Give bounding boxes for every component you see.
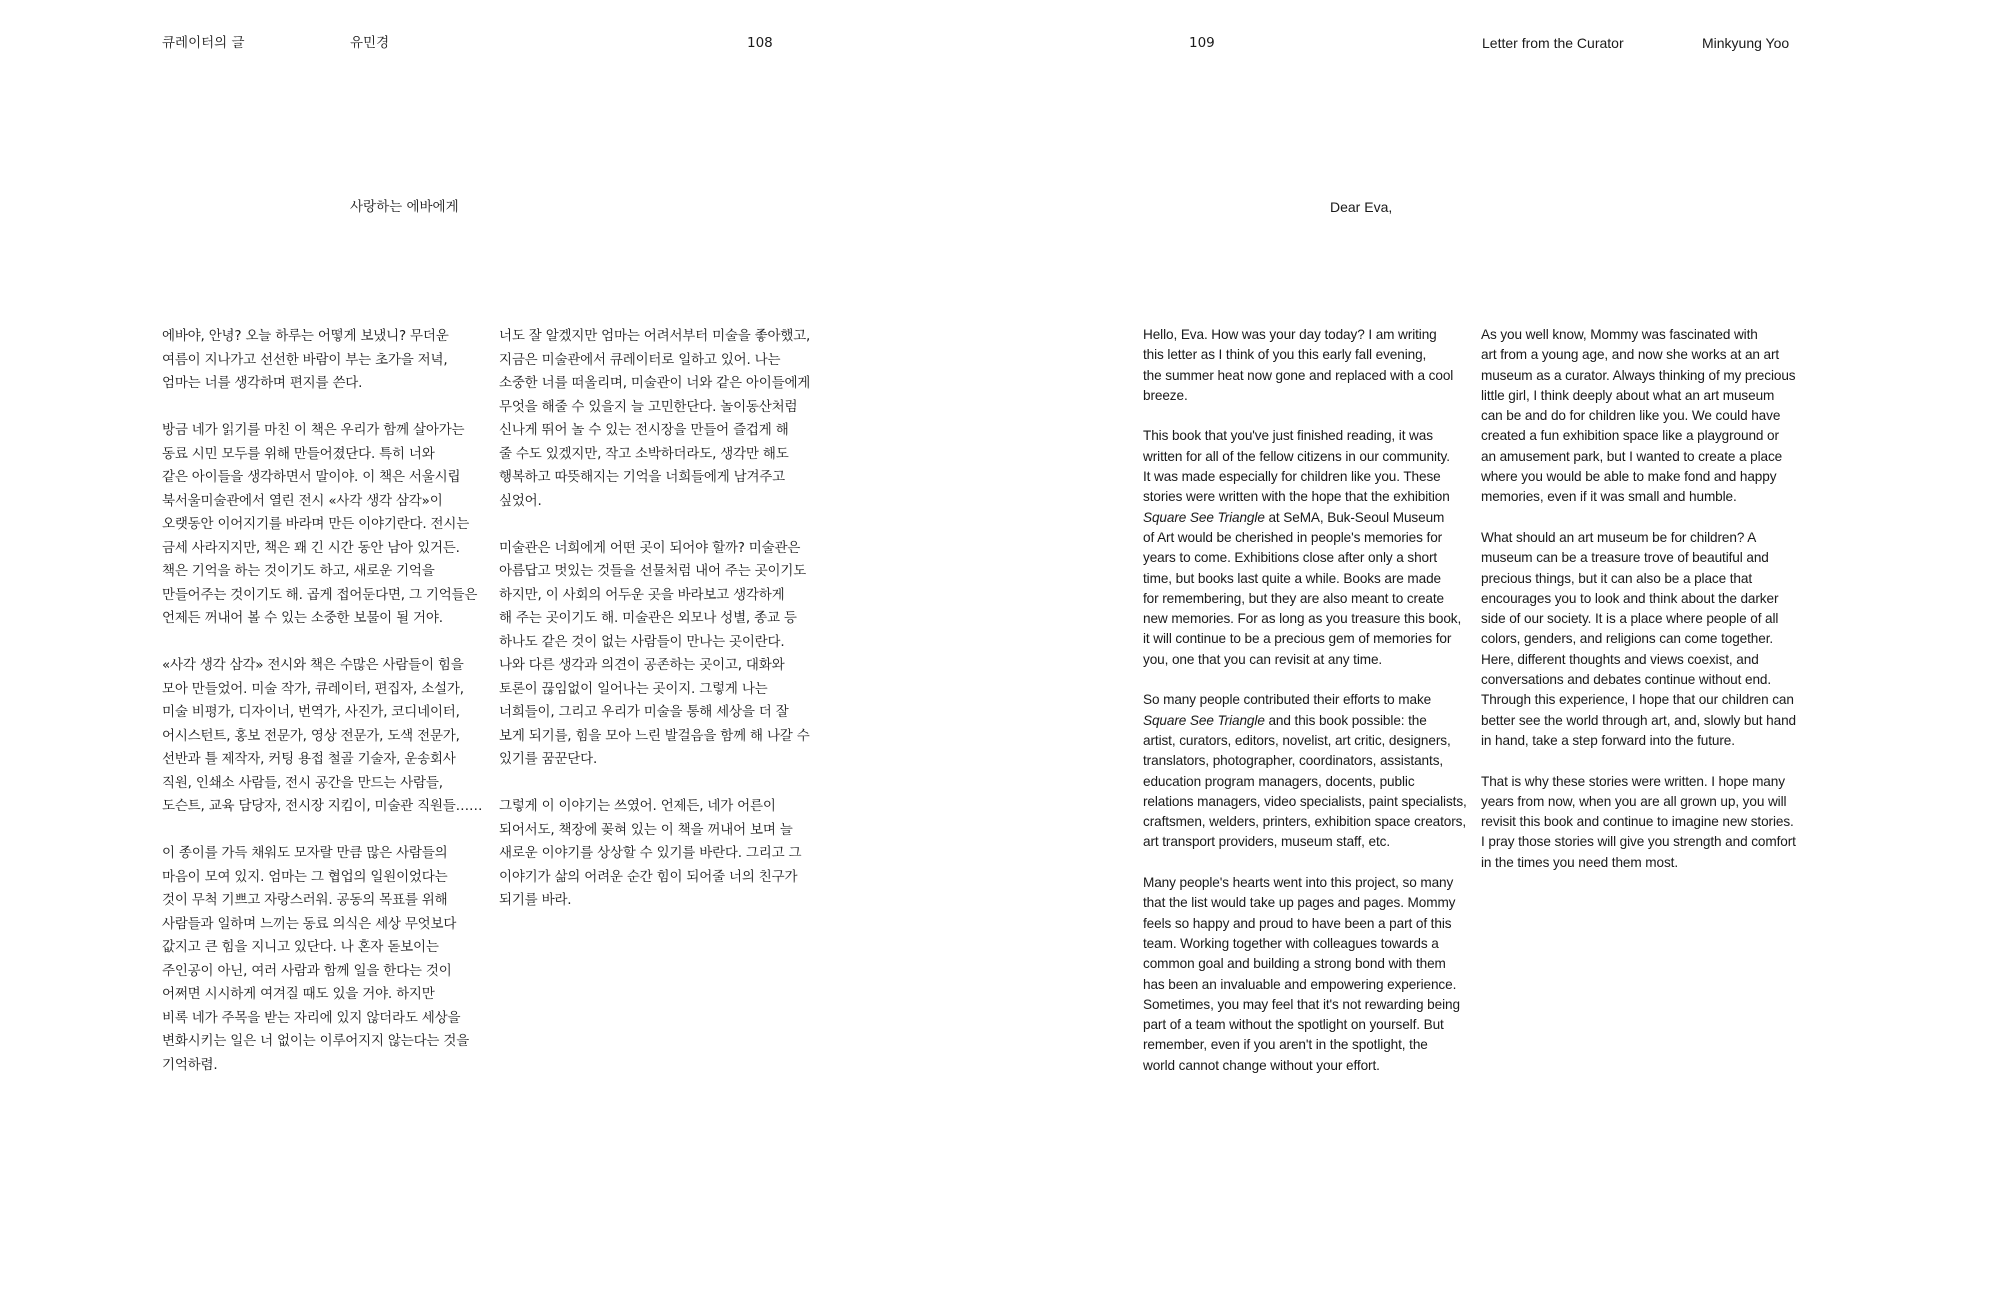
text-line: 신나게 뛰어 놀 수 있는 전시장을 만들어 즐겁게 해 (499, 422, 789, 438)
text-segment: part of a team without the spotlight on yourself. But (1143, 1017, 1444, 1033)
text-line: 너도 잘 알겠지만 엄마는 어려서부터 미술을 좋아했고, (499, 328, 811, 344)
text-segment: relations managers, video specialists, paint specialists, (1143, 793, 1467, 809)
text-line: 것이 무척 기쁘고 자랑스러워. 공동의 목표를 위해 (162, 892, 448, 908)
text-line: 기억하렴. (162, 1056, 218, 1073)
text-line (1481, 690, 1806, 710)
text-segment: museum can be a treasure trove of beautiful and (1481, 550, 1769, 566)
running-header-section: Letter from the Curator (1482, 35, 1624, 51)
text-line: 어시스턴트, 홍보 전문가, 영상 전문가, 도색 전문가, (162, 727, 460, 744)
text-line (1481, 832, 1806, 852)
page-number: 109 (1189, 35, 1215, 51)
text-line: 되어서도, 책장에 꽂혀 있는 이 책을 꺼내어 보며 늘 (499, 821, 793, 838)
text-line: 변화시키는 일은 너 없이는 이루어지지 않는다는 것을 (162, 1033, 470, 1049)
text-line: 값지고 큰 힘을 지니고 있단다. 나 혼자 돋보이는 (162, 939, 439, 955)
text-segment: Hello, Eva. How was your day today? I am writing (1143, 327, 1437, 342)
text-segment: precious things, but it can also be a place that (1481, 570, 1753, 586)
text-segment: translators, photographer, coordinators, assistants, (1143, 753, 1444, 769)
text-line (1143, 426, 1468, 446)
text-line (1481, 366, 1806, 386)
text-line (1143, 995, 1468, 1015)
text-segment: Sometimes, you may feel that it's not rewarding being (1143, 996, 1460, 1012)
text-segment: It was made especially for children like you. These (1143, 469, 1441, 485)
salutation: Dear Eva, (1330, 199, 1393, 215)
text-line (1143, 487, 1468, 507)
paragraph (499, 325, 829, 513)
text-segment: What should an art museum be for children? A (1481, 529, 1757, 545)
text-line (1481, 629, 1806, 649)
text-line: 북서울미술관에서 열린 전시 «사각 생각 삼각»이 (162, 492, 443, 509)
text-segment: that the list would take up pages and pages. Mommy (1143, 895, 1456, 911)
text-line: 줄 수도 있겠지만, 작고 소박하더라도, 생각만 해도 (499, 445, 789, 462)
text-line (1143, 812, 1468, 832)
text-line (1143, 873, 1468, 893)
text-line: 책은 기억을 하는 것이기도 하고, 새로운 기억을 (162, 563, 435, 579)
text-line (1481, 609, 1806, 629)
text-line: 미술 비평가, 디자이너, 번역가, 사진가, 코디네이터, (162, 704, 460, 720)
text-line (1143, 325, 1468, 345)
text-line (1481, 853, 1806, 873)
text-segment: colors, genders, and religions can come together. (1481, 631, 1774, 647)
text-line (1143, 366, 1468, 386)
text-line: 이야기가 삶의 어려운 순간 힘이 되어줄 너의 친구가 (499, 868, 798, 885)
text-segment: That is why these stories were written. I hope many (1481, 773, 1785, 789)
paragraph (162, 842, 492, 1077)
text-line (1481, 650, 1806, 670)
text-segment: breeze. (1143, 387, 1188, 403)
text-line: 언제든 꺼내어 볼 수 있는 소중한 보물이 될 거야. (162, 610, 443, 626)
body-column-2 (1481, 325, 1806, 893)
text-segment: As you well know, Mommy was fascinated with (1481, 327, 1758, 342)
text-line (1143, 1015, 1468, 1035)
text-line: 방금 네가 읽기를 마친 이 책은 우리가 함께 살아가는 (162, 422, 465, 438)
text-line: 지금은 미술관에서 큐레이터로 일하고 있어. 나는 (499, 351, 781, 368)
text-line (1481, 426, 1806, 446)
running-header-author: Minkyung Yoo (1702, 35, 1790, 51)
text-line (1481, 569, 1806, 589)
text-line: 너희들이, 그리고 우리가 미술을 통해 세상을 더 잘 (499, 704, 789, 720)
text-segment: museum as a curator. Always thinking of my precious (1481, 367, 1796, 383)
text-line: 나와 다른 생각과 의견이 공존하는 곳이고, 대화와 (499, 657, 785, 673)
text-line (1143, 772, 1468, 792)
text-line: 하나도 같은 것이 없는 사람들이 만나는 곳이란다. (499, 633, 785, 650)
text-line: 선반과 틀 제작자, 커팅 용접 철골 기술자, 운송회사 (162, 751, 456, 767)
text-line (1143, 792, 1468, 812)
text-segment: where you would be able to make fond and happy (1481, 469, 1777, 485)
exhibition-title: Square See Triangle (1143, 509, 1265, 525)
text-line (1143, 751, 1468, 771)
right-page (1000, 0, 2000, 1310)
text-line (1143, 548, 1468, 568)
text-line (1481, 670, 1806, 690)
text-line: 하지만, 이 사회의 어두운 곳을 바라보고 생각하게 (499, 586, 785, 603)
text-segment: education program managers, docents, public (1143, 773, 1415, 789)
paragraph (1143, 426, 1468, 670)
text-line: 그렇게 이 이야기는 쓰였어. 언제든, 네가 어른이 (499, 798, 776, 814)
text-line (1143, 711, 1468, 731)
text-line: 사람들과 일하며 느끼는 동료 의식은 세상 무엇보다 (162, 915, 457, 932)
text-line (1481, 345, 1806, 365)
text-segment: remember, even if you aren't in the spotlight, the (1143, 1037, 1428, 1053)
text-line: 있기를 꿈꾼단다. (499, 751, 598, 767)
text-line (1143, 934, 1468, 954)
text-line (1481, 772, 1806, 792)
text-segment: written for all of the fellow citizens in our community. (1143, 448, 1450, 464)
text-line (1143, 569, 1468, 589)
paragraph (162, 654, 492, 819)
text-segment: team. Working together with colleagues towards a (1143, 935, 1439, 951)
text-line (1143, 690, 1468, 710)
text-line (1143, 609, 1468, 629)
text-segment: time, but books last quite a while. Books are made (1143, 570, 1441, 586)
text-line (1143, 345, 1468, 365)
text-line (1143, 386, 1468, 406)
text-line (1481, 548, 1806, 568)
text-line (1481, 528, 1806, 548)
text-line: 직원, 인쇄소 사람들, 전시 공간을 만드는 사람들, (162, 774, 443, 791)
text-segment: memories, even if it was small and humble. (1481, 489, 1737, 505)
text-line (1481, 812, 1806, 832)
text-line (1481, 447, 1806, 467)
text-segment: I pray those stories will give you strength and comfort (1481, 834, 1796, 850)
page-number: 108 (747, 35, 773, 51)
text-segment: craftsmen, welders, printers, exhibition space creators, (1143, 814, 1467, 830)
text-line (1481, 711, 1806, 731)
text-line: 비록 네가 주목을 받는 자리에 있지 않더라도 세상을 (162, 1009, 461, 1026)
text-segment: little girl, I think deeply about what an art museum (1481, 387, 1775, 403)
paragraph (1481, 772, 1806, 873)
text-segment: at SeMA, Buk-Seoul Museum (1264, 509, 1445, 525)
text-line: 새로운 이야기를 상상할 수 있기를 바란다. 그리고 그 (499, 845, 802, 861)
paragraph (162, 419, 492, 631)
text-segment: you, one that you can revisit at any time. (1143, 651, 1383, 667)
text-line (1143, 629, 1468, 649)
exhibition-title: Square See Triangle (1143, 712, 1265, 728)
paragraph (499, 537, 829, 772)
text-segment: years to come. Exhibitions close after only a short (1143, 550, 1438, 566)
text-line: 도슨트, 교육 담당자, 전시장 지킴이, 미술관 직원들…… (162, 798, 483, 814)
text-segment: art transport providers, museum staff, etc. (1143, 834, 1391, 850)
text-segment: of Art would be cherished in people's memories for (1143, 529, 1443, 545)
text-segment: conversations and debates continue without end. (1481, 672, 1772, 688)
text-line (1143, 508, 1468, 528)
text-line: 모아 만들었어. 미술 작가, 큐레이터, 편집자, 소설가, (162, 680, 464, 697)
text-segment: can be and do for children like you. We could have (1481, 408, 1781, 424)
text-line: 무엇을 해줄 수 있을지 늘 고민한단다. 놀이동산처럼 (499, 398, 798, 415)
running-header-section: 큐레이터의 글 (162, 35, 245, 51)
paragraph (499, 795, 829, 913)
text-line: 엄마는 너를 생각하며 편지를 쓴다. (162, 375, 363, 391)
text-segment: So many people contributed their efforts to make (1143, 692, 1432, 708)
text-line (1143, 1035, 1468, 1055)
salutation: 사랑하는 에바에게 (350, 199, 459, 215)
body-column-2 (499, 325, 829, 936)
paragraph (1143, 690, 1468, 852)
text-segment: feels so happy and proud to have been a part of this (1143, 915, 1452, 931)
text-segment: This book that you've just finished reading, it was (1143, 428, 1433, 444)
text-line: 같은 아이들을 생각하면서 말이야. 이 책은 서울시립 (162, 469, 461, 485)
text-line (1143, 650, 1468, 670)
paragraph (1481, 325, 1806, 508)
text-line (1481, 487, 1806, 507)
text-segment: years from now, when you are all grown up, you will (1481, 793, 1787, 809)
text-line (1143, 447, 1468, 467)
text-line: 마음이 모여 있지. 엄마는 그 협업의 일원이었다는 (162, 868, 448, 885)
text-line (1481, 731, 1806, 751)
text-segment: in hand, take a step forward into the future. (1481, 732, 1735, 748)
paragraph (1143, 873, 1468, 1076)
text-line (1143, 528, 1468, 548)
text-line: 동료 시민 모두를 위해 만들어졌단다. 특히 너와 (162, 445, 435, 462)
text-line: 만들어주는 것이기도 해. 곱게 접어둔다면, 그 기억들은 (162, 586, 478, 603)
text-line: 금세 사라지지만, 책은 꽤 긴 시간 동안 남아 있거든. (162, 539, 460, 556)
text-line: «사각 생각 삼각» 전시와 책은 수많은 사람들이 힘을 (162, 657, 464, 673)
body-column-1 (162, 325, 492, 1101)
text-line: 여름이 지나가고 선선한 바람이 부는 초가을 저녁, (162, 351, 448, 368)
text-segment: Many people's hearts went into this project, so many (1143, 875, 1454, 891)
text-segment: an amusement park, but I wanted to create a place (1481, 448, 1783, 464)
text-segment: in the times you need them most. (1481, 854, 1679, 870)
text-segment: created a fun exhibition space like a playground or (1481, 428, 1779, 444)
text-segment: has been an invaluable and empowering experience. (1143, 976, 1457, 992)
text-line: 에바야, 안녕? 오늘 하루는 어떻게 보냈니? 무더운 (162, 328, 449, 344)
text-line: 어쩌면 시시하게 여겨질 때도 있을 거야. 하지만 (162, 986, 435, 1002)
text-line: 아름답고 멋있는 것들을 선물처럼 내어 주는 곳이기도 (499, 563, 807, 579)
text-line (1481, 589, 1806, 609)
text-segment: and this book possible: the (1264, 712, 1427, 728)
text-line (1481, 325, 1806, 345)
text-line (1143, 914, 1468, 934)
text-line (1143, 731, 1468, 751)
text-segment: stories were written with the hope that the exhibition (1143, 489, 1450, 505)
text-line (1481, 467, 1806, 487)
text-line: 토론이 끊임없이 일어나는 곳이지. 그렇게 나는 (499, 680, 768, 697)
text-line (1143, 1056, 1468, 1076)
text-line (1143, 467, 1468, 487)
text-line: 미술관은 너희에게 어떤 곳이 되어야 할까? 미술관은 (499, 539, 801, 556)
text-line: 이 종이를 가득 채워도 모자랄 만큼 많은 사람들의 (162, 845, 448, 861)
text-segment: it will continue to be a precious gem of memories for (1143, 631, 1452, 647)
paragraph (1143, 325, 1468, 406)
text-segment: art from a young age, and now she works at an art (1481, 347, 1780, 363)
text-segment: Here, different thoughts and views coexist, and (1481, 651, 1759, 667)
text-segment: this letter as I think of you this early fall evening, (1143, 347, 1427, 363)
text-line: 보게 되기를, 힘을 모아 느린 발걸음을 함께 해 나갈 수 (499, 727, 810, 744)
text-segment: common goal and building a strong bond with them (1143, 956, 1446, 972)
text-line (1481, 406, 1806, 426)
running-header-author: 유민경 (350, 35, 390, 51)
text-line (1143, 832, 1468, 852)
paragraph (1481, 528, 1806, 751)
body-column-1 (1143, 325, 1468, 1096)
paragraph (162, 325, 492, 396)
text-line (1143, 893, 1468, 913)
text-line: 되기를 바라. (499, 892, 572, 908)
text-segment: revisit this book and continue to imagine new stories. (1481, 814, 1794, 830)
text-line (1481, 792, 1806, 812)
text-line: 행복하고 따뜻해지는 기억을 너희들에게 남겨주고 (499, 469, 786, 485)
text-segment: world cannot change without your effort. (1143, 1057, 1380, 1073)
text-segment: better see the world through art, and, slowly but hand (1481, 712, 1797, 728)
text-segment: encourages you to look and think about the darker (1481, 590, 1779, 606)
text-line: 주인공이 아닌, 여러 사람과 함께 일을 한다는 것이 (162, 962, 452, 979)
text-segment: new memories. For as long as you treasure this book, (1143, 611, 1462, 627)
text-segment: the summer heat now gone and replaced with a cool (1143, 367, 1454, 383)
text-line (1143, 589, 1468, 609)
text-segment: side of our society. It is a place where people of all (1481, 611, 1779, 627)
text-line: 오랫동안 이어지기를 바라며 만든 이야기란다. 전시는 (162, 516, 470, 532)
text-segment: Through this experience, I hope that our children can (1481, 692, 1794, 708)
text-line (1481, 386, 1806, 406)
text-line: 소중한 너를 떠올리며, 미술관이 너와 같은 아이들에게 (499, 375, 811, 391)
text-line: 싶었어. (499, 492, 542, 509)
text-line (1143, 954, 1468, 974)
text-line: 해 주는 곳이기도 해. 미술관은 외모나 성별, 종교 등 (499, 610, 797, 626)
text-line (1143, 975, 1468, 995)
text-segment: for remembering, but they are also meant to create (1143, 590, 1445, 606)
text-segment: artist, curators, editors, novelist, art critic, designers, (1143, 732, 1451, 748)
